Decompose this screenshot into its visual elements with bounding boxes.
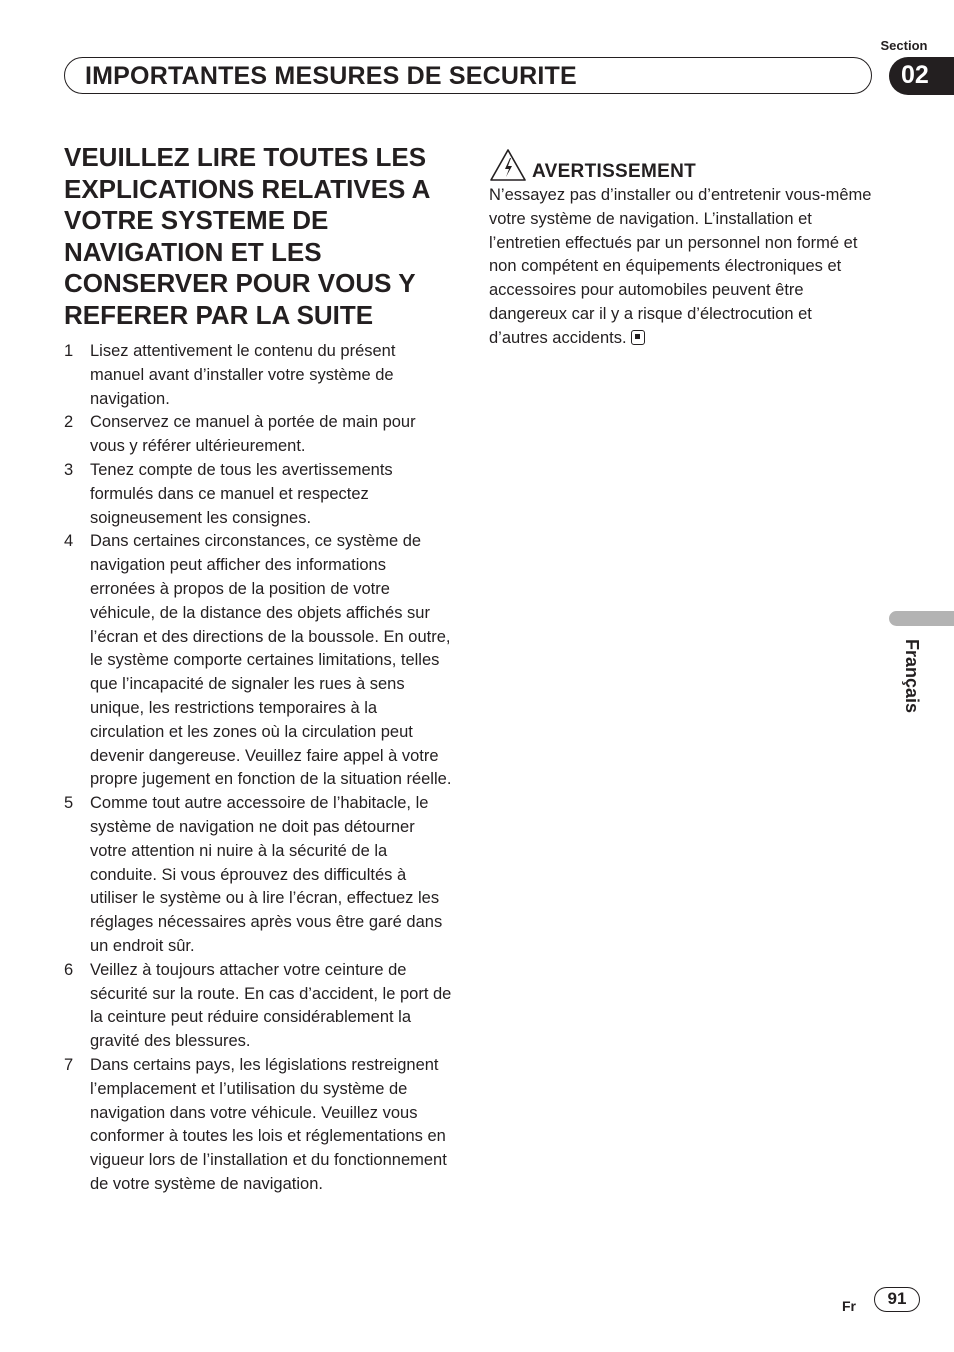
language-label: Français [902, 638, 922, 714]
list-item [64, 792, 454, 959]
list-item [64, 459, 454, 530]
step-number: 2 [64, 413, 74, 432]
warning-triangle-icon [489, 148, 527, 187]
page-title: VEUILLEZ LIRE TOUTES LES EXPLICATIONS RELATIVES A VOTRE SYSTEME DE NAVIGATION ET LES CONSERVER POUR VOUS Y REFERER PAR LA SUITE [64, 142, 430, 330]
step-number: 1 [64, 342, 74, 360]
end-of-section-icon [631, 330, 645, 345]
instruction-list [64, 340, 454, 1197]
warning-body-paragraph [489, 184, 873, 351]
warning-header [489, 148, 873, 184]
step-text: Dans certains pays, les législations restreignent l’emplacement et l’utilisation du système de navigation dans votre véhicule. Veuillez vous conformer à toutes les lois et réglementations en vigueur lors de l’installation et du fonctionnement de votre système de navigation. [90, 1055, 447, 1193]
step-number: 5 [64, 794, 74, 813]
list-item [64, 530, 454, 792]
step-number: 3 [64, 460, 74, 479]
list-item [64, 1054, 454, 1197]
step-text: Tenez compte de tous les avertissements formulés dans ce manuel et respectez soigneusement les consignes. [90, 460, 393, 527]
step-number: 4 [64, 532, 74, 551]
warning-text: N’essayez pas d’installer ou d’entretenir vous-même votre système de navigation. L’installation et l’entretien effectués par un personnel non formé et non compétent en équipements électroniques et accessoires pour automobiles peuvent être dangereux car il y a risque d’électrocution et d’autres accidents. [489, 186, 872, 347]
step-number: 6 [64, 960, 74, 979]
list-item [64, 959, 454, 1054]
page-number: 91 [874, 1287, 920, 1312]
chapter-title: IMPORTANTES MESURES DE SECURITE [85, 62, 577, 90]
step-text: Dans certaines circonstances, ce système de navigation peut afficher des informations erronées à propos de la position de votre véhicule, de la distance des objets affichés sur l’écran et des directions de la boussole. En outre, le système comporte certaines limitations, telles que l’incapacité de signaler les rues à sens unique, les restrictions temporaires à la circulation et les zones où la circulation peut devenir dangereuse. Veuillez faire appel à votre propre jugement en fonction de la situation réelle. [90, 532, 452, 789]
step-text: Conservez ce manuel à portée de main pour vous y référer ultérieurement. [90, 413, 416, 456]
section-number: 02 [901, 61, 929, 89]
warning-block [489, 148, 873, 351]
list-item [64, 340, 454, 411]
language-code: Fr [842, 1298, 856, 1314]
warning-title: AVERTISSEMENT [532, 161, 697, 182]
section-badge [889, 57, 954, 95]
language-tab [889, 611, 954, 626]
step-number: 7 [64, 1055, 74, 1074]
step-text: Comme tout autre accessoire de l’habitacle, le système de navigation ne doit pas détourner votre attention ni nuire à la sécurité de la conduite. Si vous éprouvez des difficultés à utiliser le système ou à lire l’écran, effectuez les réglages nécessaires après vous être garé dans un endroit sûr. [90, 794, 443, 955]
chapter-header [64, 57, 872, 94]
section-label: Section [880, 38, 928, 53]
list-item [64, 411, 454, 459]
step-text: Veillez à toujours attacher votre ceinture de sécurité sur la route. En cas d’accident, le port de la ceinture peut réduire considérablement la gravité des blessures. [90, 960, 452, 1051]
step-text: Lisez attentivement le contenu du présent manuel avant d’installer votre système de navigation. [90, 342, 396, 408]
